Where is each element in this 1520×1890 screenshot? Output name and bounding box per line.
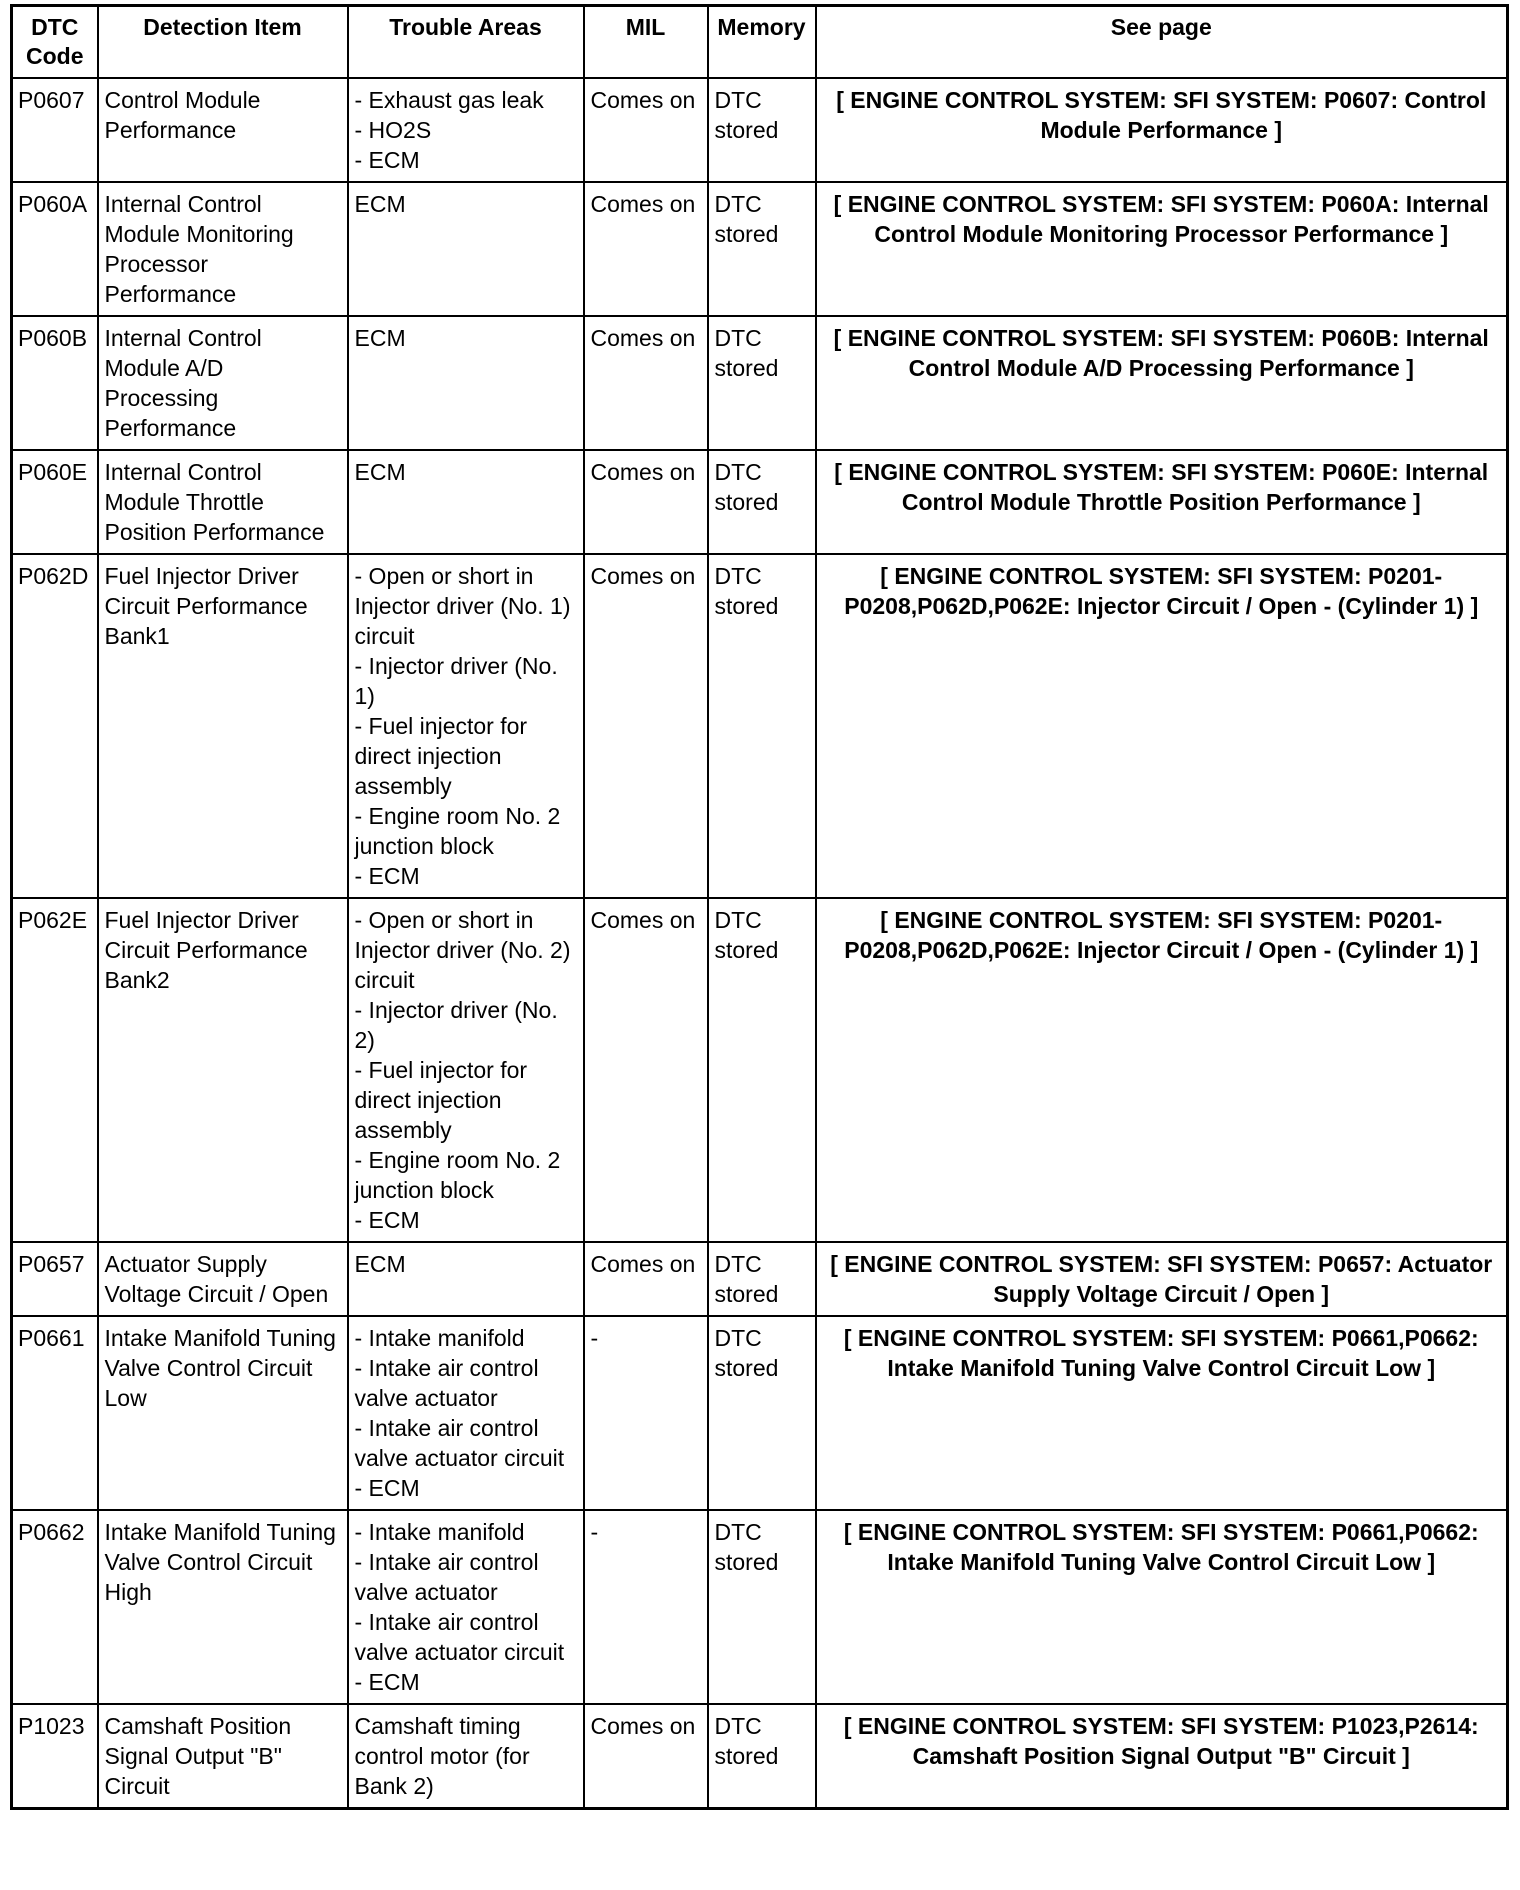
trouble-area-item: - Injector driver (No. 2): [354, 997, 558, 1053]
mil-cell: Comes on: [584, 898, 708, 1242]
detection-item-cell: Control Module Performance: [98, 78, 348, 182]
see-page-cell: [ ENGINE CONTROL SYSTEM: SFI SYSTEM: P0607: Control Module Performance ]: [816, 78, 1508, 182]
trouble-areas-cell: [348, 182, 584, 316]
table-row: [12, 1316, 1508, 1510]
trouble-areas-cell: [348, 898, 584, 1242]
trouble-area-item: - Fuel injector for direct injection assembly: [354, 1057, 528, 1143]
detection-item-cell: Fuel Injector Driver Circuit Performance Bank2: [98, 898, 348, 1242]
dtc-code-cell: P062E: [12, 898, 98, 1242]
see-page-cell: [ ENGINE CONTROL SYSTEM: SFI SYSTEM: P0661,P0662: Intake Manifold Tuning Valve Control Circuit Low ]: [816, 1316, 1508, 1510]
memory-cell: DTC stored: [708, 1316, 816, 1510]
trouble-area-item: - Intake air control valve actuator: [354, 1549, 539, 1605]
mil-cell: Comes on: [584, 316, 708, 450]
header-see-page: See page: [816, 6, 1508, 79]
detection-item-cell: Internal Control Module A/D Processing Performance: [98, 316, 348, 450]
detection-item-cell: Intake Manifold Tuning Valve Control Circuit Low: [98, 1316, 348, 1510]
trouble-area-item: - Fuel injector for direct injection assembly: [354, 713, 528, 799]
dtc-code-cell: P0662: [12, 1510, 98, 1704]
dtc-code-cell: P1023: [12, 1704, 98, 1809]
detection-item-cell: Fuel Injector Driver Circuit Performance Bank1: [98, 554, 348, 898]
trouble-areas-cell: [348, 1510, 584, 1704]
memory-cell: DTC stored: [708, 554, 816, 898]
dtc-code-cell: P060A: [12, 182, 98, 316]
trouble-areas-cell: [348, 450, 584, 554]
detection-item-cell: Actuator Supply Voltage Circuit / Open: [98, 1242, 348, 1316]
mil-cell: Comes on: [584, 1242, 708, 1316]
trouble-area-item: - Intake manifold: [354, 1325, 525, 1351]
trouble-area-item: ECM: [354, 191, 406, 217]
trouble-area-item: - ECM: [354, 1475, 420, 1501]
trouble-area-item: - ECM: [354, 863, 420, 889]
header-trouble-areas: Trouble Areas: [348, 6, 584, 79]
see-page-cell: [ ENGINE CONTROL SYSTEM: SFI SYSTEM: P0657: Actuator Supply Voltage Circuit / Open ]: [816, 1242, 1508, 1316]
detection-item-cell: Internal Control Module Throttle Position Performance: [98, 450, 348, 554]
trouble-areas-cell: [348, 78, 584, 182]
detection-item-cell: Intake Manifold Tuning Valve Control Circuit High: [98, 1510, 348, 1704]
see-page-cell: [ ENGINE CONTROL SYSTEM: SFI SYSTEM: P1023,P2614: Camshaft Position Signal Output "B" Circuit ]: [816, 1704, 1508, 1809]
trouble-area-item: - Engine room No. 2 junction block: [354, 803, 561, 859]
mil-cell: -: [584, 1316, 708, 1510]
see-page-cell: [ ENGINE CONTROL SYSTEM: SFI SYSTEM: P060A: Internal Control Module Monitoring Processor Performance ]: [816, 182, 1508, 316]
dtc-table: [10, 4, 1509, 1810]
dtc-code-cell: P0661: [12, 1316, 98, 1510]
trouble-area-item: - Intake air control valve actuator circuit: [354, 1415, 565, 1471]
table-row: [12, 554, 1508, 898]
trouble-area-item: ECM: [354, 459, 406, 485]
memory-cell: DTC stored: [708, 182, 816, 316]
memory-cell: DTC stored: [708, 1242, 816, 1316]
memory-cell: DTC stored: [708, 316, 816, 450]
trouble-area-item: - Injector driver (No. 1): [354, 653, 558, 709]
see-page-cell: [ ENGINE CONTROL SYSTEM: SFI SYSTEM: P060B: Internal Control Module A/D Processing Performance ]: [816, 316, 1508, 450]
mil-cell: Comes on: [584, 1704, 708, 1809]
detection-item-cell: Internal Control Module Monitoring Processor Performance: [98, 182, 348, 316]
table-body: [12, 78, 1508, 1809]
see-page-cell: [ ENGINE CONTROL SYSTEM: SFI SYSTEM: P060E: Internal Control Module Throttle Position Performance ]: [816, 450, 1508, 554]
header-detection-item: Detection Item: [98, 6, 348, 79]
mil-cell: Comes on: [584, 554, 708, 898]
trouble-areas-cell: [348, 1704, 584, 1809]
table-row: [12, 898, 1508, 1242]
memory-cell: DTC stored: [708, 1704, 816, 1809]
dtc-code-cell: P060E: [12, 450, 98, 554]
table-row: [12, 316, 1508, 450]
trouble-areas-cell: [348, 1316, 584, 1510]
trouble-area-item: - Intake air control valve actuator circuit: [354, 1609, 565, 1665]
mil-cell: Comes on: [584, 78, 708, 182]
dtc-code-cell: P0657: [12, 1242, 98, 1316]
header-row: [12, 6, 1508, 79]
see-page-cell: [ ENGINE CONTROL SYSTEM: SFI SYSTEM: P0661,P0662: Intake Manifold Tuning Valve Control Circuit Low ]: [816, 1510, 1508, 1704]
memory-cell: DTC stored: [708, 1510, 816, 1704]
table-row: [12, 450, 1508, 554]
trouble-area-item: - Open or short in Injector driver (No. 2) circuit: [354, 907, 571, 993]
header-memory: Memory: [708, 6, 816, 79]
trouble-area-item: - Open or short in Injector driver (No. 1) circuit: [354, 563, 571, 649]
trouble-area-item: Camshaft timing control motor (for Bank 2): [354, 1713, 530, 1799]
memory-cell: DTC stored: [708, 450, 816, 554]
trouble-area-item: - Engine room No. 2 junction block: [354, 1147, 561, 1203]
trouble-area-item: - ECM: [354, 147, 420, 173]
dtc-code-cell: P062D: [12, 554, 98, 898]
header-mil: MIL: [584, 6, 708, 79]
table-row: [12, 78, 1508, 182]
mil-cell: Comes on: [584, 450, 708, 554]
memory-cell: DTC stored: [708, 898, 816, 1242]
trouble-area-item: ECM: [354, 325, 406, 351]
see-page-cell: [ ENGINE CONTROL SYSTEM: SFI SYSTEM: P0201-P0208,P062D,P062E: Injector Circuit / Open - (Cylinder 1) ]: [816, 554, 1508, 898]
trouble-area-item: - Intake manifold: [354, 1519, 525, 1545]
trouble-area-item: - Intake air control valve actuator: [354, 1355, 539, 1411]
detection-item-cell: Camshaft Position Signal Output "B" Circuit: [98, 1704, 348, 1809]
trouble-areas-cell: [348, 554, 584, 898]
mil-cell: Comes on: [584, 182, 708, 316]
trouble-areas-cell: [348, 316, 584, 450]
trouble-area-item: - Exhaust gas leak: [354, 87, 544, 113]
trouble-area-item: - ECM: [354, 1207, 420, 1233]
table-row: [12, 1242, 1508, 1316]
dtc-code-cell: P0607: [12, 78, 98, 182]
table-row: [12, 1510, 1508, 1704]
see-page-cell: [ ENGINE CONTROL SYSTEM: SFI SYSTEM: P0201-P0208,P062D,P062E: Injector Circuit / Open - (Cylinder 1) ]: [816, 898, 1508, 1242]
trouble-areas-cell: [348, 1242, 584, 1316]
dtc-code-cell: P060B: [12, 316, 98, 450]
trouble-area-item: - ECM: [354, 1669, 420, 1695]
trouble-area-item: ECM: [354, 1251, 406, 1277]
table-row: [12, 182, 1508, 316]
table-row: [12, 1704, 1508, 1809]
mil-cell: -: [584, 1510, 708, 1704]
memory-cell: DTC stored: [708, 78, 816, 182]
header-dtc-code: DTC Code: [12, 6, 98, 79]
trouble-area-item: - HO2S: [354, 117, 432, 143]
